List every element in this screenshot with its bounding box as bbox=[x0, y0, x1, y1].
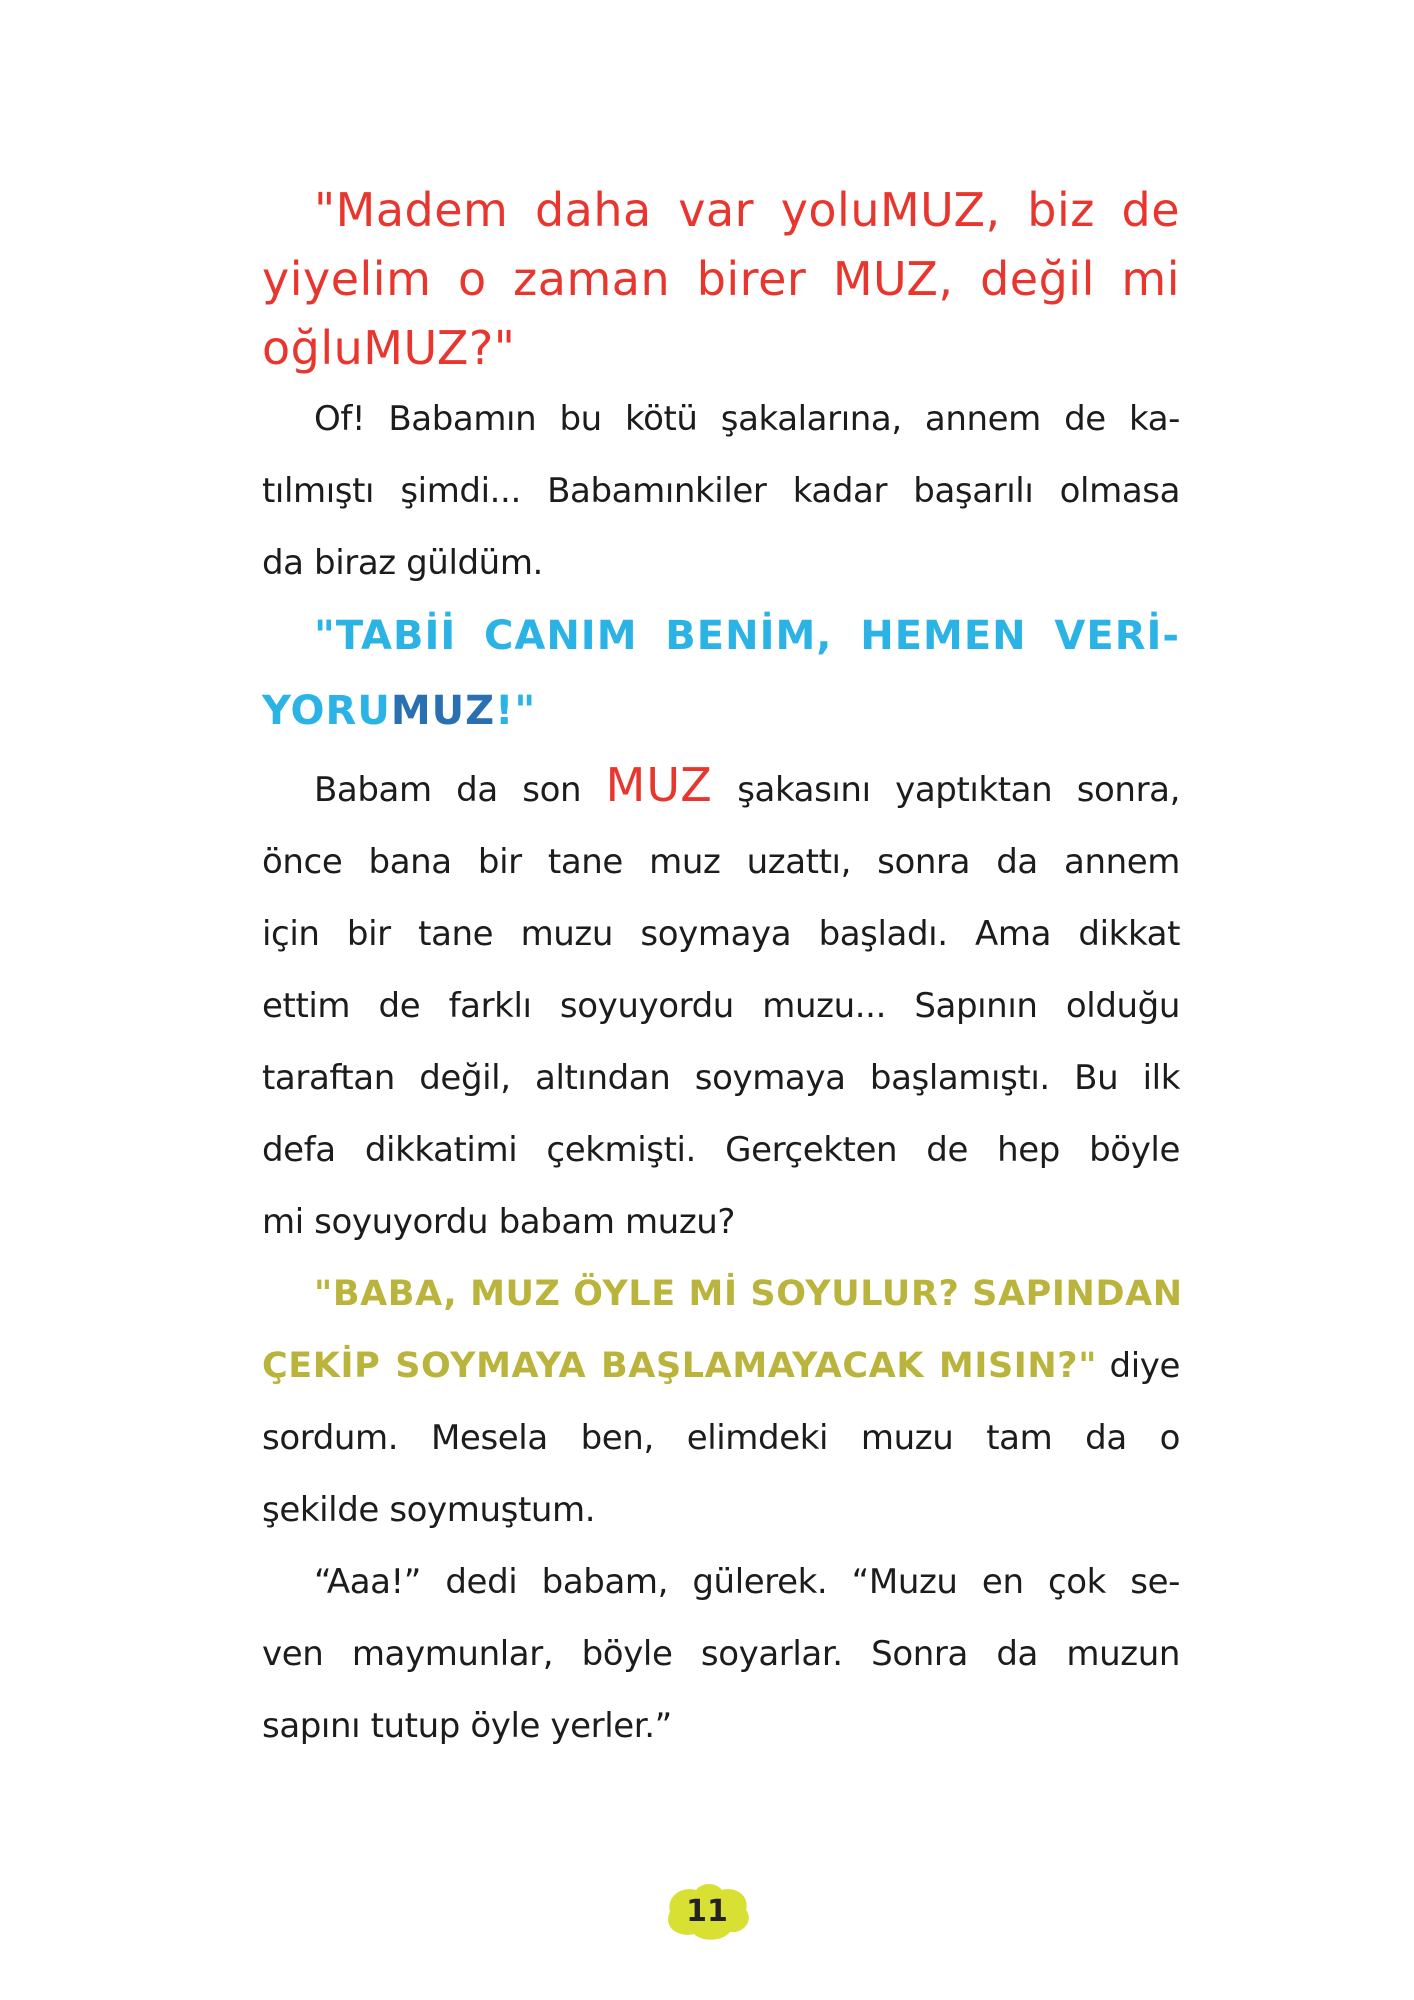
father-dialogue-line-2-start: YORU bbox=[262, 688, 391, 734]
paragraph-1-line-2: tılmıştı şimdi... Babamınkiler kadar başarılı olmasa bbox=[262, 471, 1180, 511]
child-dialogue-line-2-tail: diye bbox=[1097, 1346, 1180, 1386]
page-number: 11 bbox=[686, 1894, 728, 1929]
paragraph-2-muz-highlight: MUZ bbox=[605, 758, 713, 812]
paragraph-3-line-1: sordum. Mesela ben, elimdeki muzu tam da o bbox=[262, 1418, 1180, 1458]
paragraph-2-line-1 bbox=[262, 749, 1180, 826]
book-page-text bbox=[262, 176, 1183, 1762]
father-dialogue-line-1: "TABİİ CANIM BENİM, HEMEN VERİ- bbox=[314, 613, 1180, 659]
father-dialogue bbox=[262, 599, 1180, 749]
paragraph-2-line-1-start: Babam da son bbox=[314, 770, 606, 810]
paragraph-1-line-1: Of! Babamın bu kötü şakalarına, annem de ka- bbox=[314, 399, 1180, 439]
paragraph-1-line-3: da biraz güldüm. bbox=[262, 543, 543, 583]
father-dialogue-line-2-end: !" bbox=[495, 688, 537, 734]
child-dialogue-line-2-text: ÇEKİP SOYMAYA BAŞLAMAYACAK MISIN?" bbox=[262, 1346, 1098, 1386]
paragraph-2-line-5: taraftan değil, altından soymaya başlamıştı. Bu ilk bbox=[262, 1058, 1180, 1098]
paragraph-4-line-2: ven maymunlar, böyle soyarlar. Sonra da muzun bbox=[262, 1634, 1180, 1674]
mother-dialogue bbox=[262, 176, 1180, 383]
paragraph-2-line-2: önce bana bir tane muz uzattı, sonra da annem bbox=[262, 842, 1180, 882]
child-dialogue-paragraph bbox=[262, 1258, 1183, 1546]
child-dialogue-line-1: "BABA, MUZ ÖYLE Mİ SOYULUR? SAPINDAN bbox=[314, 1274, 1183, 1314]
father-dialogue-muz: MUZ bbox=[390, 688, 496, 734]
mother-dialogue-line-2: yiyelim o zaman birer MUZ, değil mi bbox=[262, 252, 1180, 306]
child-dialogue-line-2 bbox=[262, 1330, 1180, 1402]
paragraph-4-line-1: “Aaa!” dedi babam, gülerek. “Muzu en çok se- bbox=[314, 1562, 1180, 1602]
paragraph-3-line-2: şekilde soymuştum. bbox=[262, 1490, 596, 1530]
paragraph-2-line-7: mi soyuyordu babam muzu? bbox=[262, 1202, 736, 1242]
paragraph-2-line-4: ettim de farklı soyuyordu muzu... Sapının olduğu bbox=[262, 986, 1180, 1026]
page-number-badge bbox=[656, 1878, 758, 1946]
paragraph-4-line-3: sapını tutup öyle yerler.” bbox=[262, 1706, 672, 1746]
paragraph-1 bbox=[262, 383, 1180, 599]
mother-dialogue-line-3: oğluMUZ?" bbox=[262, 321, 516, 375]
paragraph-4 bbox=[262, 1546, 1180, 1762]
paragraph-2-line-6: defa dikkatimi çekmişti. Gerçekten de hep böyle bbox=[262, 1130, 1180, 1170]
paragraph-2-line-3: için bir tane muzu soymaya başladı. Ama dikkat bbox=[262, 914, 1180, 954]
paragraph-2 bbox=[262, 749, 1180, 1258]
father-dialogue-line-2 bbox=[262, 674, 1180, 749]
mother-dialogue-line-1: "Madem daha var yoluMUZ, biz de bbox=[314, 183, 1180, 237]
paragraph-2-line-1-end: şakasını yaptıktan sonra, bbox=[712, 770, 1180, 810]
